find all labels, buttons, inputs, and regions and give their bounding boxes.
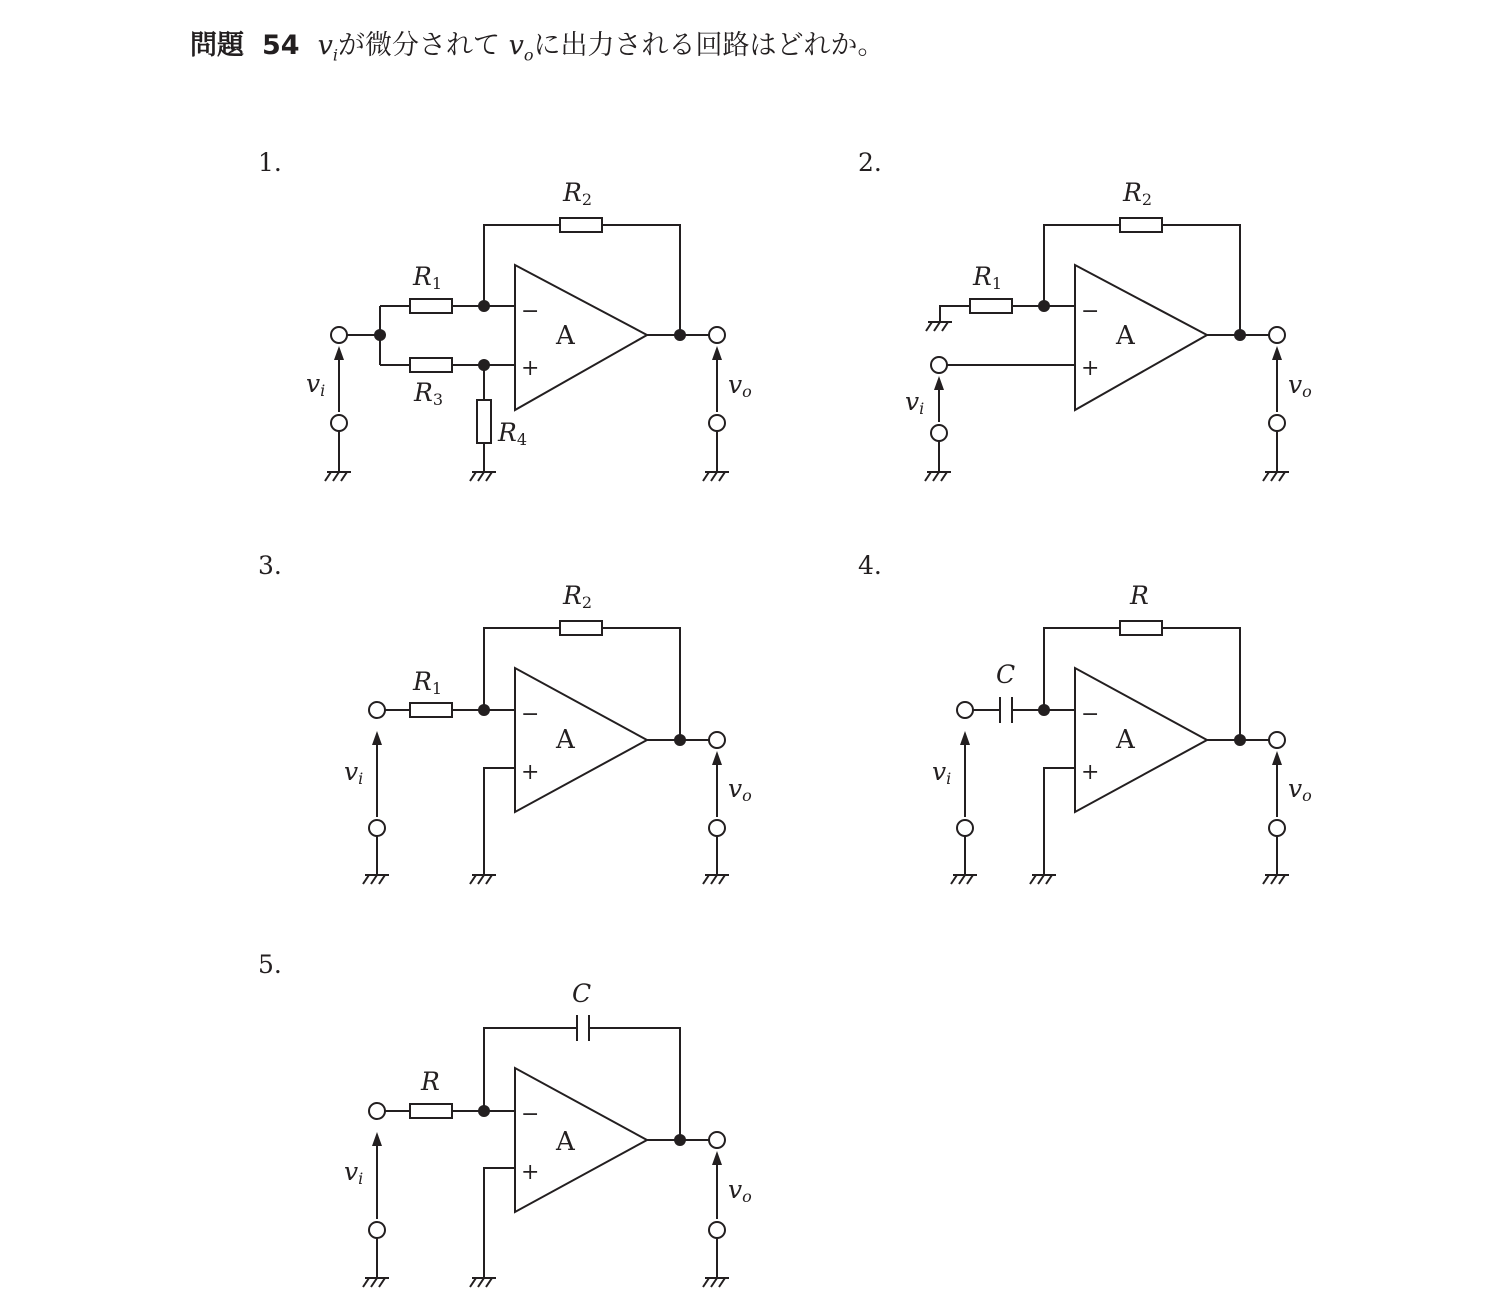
r1-label: R1 bbox=[413, 667, 443, 698]
r-label: R bbox=[1130, 581, 1149, 610]
minus-sign: − bbox=[521, 1102, 540, 1127]
r2-label: R2 bbox=[563, 178, 593, 209]
plus-sign: + bbox=[521, 356, 540, 381]
resistor-r bbox=[1120, 621, 1162, 635]
r3-label: R3 bbox=[414, 378, 444, 409]
capacitor-c bbox=[577, 1015, 589, 1041]
ground-icon bbox=[703, 875, 729, 884]
vi-label: vi bbox=[932, 757, 952, 788]
r1-label: R1 bbox=[973, 262, 1003, 293]
option-1-label: 1. bbox=[258, 148, 282, 177]
input-terminal bbox=[931, 357, 947, 373]
r-label: R bbox=[421, 1067, 440, 1096]
circuit-5 bbox=[344, 979, 752, 1287]
resistor-r1 bbox=[410, 299, 452, 313]
minus-sign: − bbox=[521, 299, 540, 324]
ground-icon bbox=[951, 875, 977, 884]
ground-icon bbox=[703, 1278, 729, 1287]
amp-label: A bbox=[1116, 725, 1135, 755]
c-label: C bbox=[572, 979, 592, 1008]
input-terminal bbox=[957, 702, 973, 718]
resistor-r3 bbox=[410, 358, 452, 372]
plus-sign: + bbox=[521, 1160, 540, 1185]
option-4-label: 4. bbox=[858, 551, 882, 580]
ground-icon bbox=[703, 472, 729, 481]
capacitor-c bbox=[1000, 697, 1012, 723]
ground-icon bbox=[363, 875, 389, 884]
input-terminal bbox=[369, 1103, 385, 1119]
vi-symbol: $v_i$ bbox=[317, 30, 338, 65]
output-terminal bbox=[709, 327, 725, 343]
option-3-label: 3. bbox=[258, 551, 282, 580]
vo-label: vo bbox=[1288, 774, 1312, 805]
circuit-3 bbox=[344, 581, 752, 884]
r4-label: R4 bbox=[498, 418, 528, 449]
ground-icon bbox=[470, 472, 496, 481]
amp-label: A bbox=[556, 725, 575, 755]
minus-sign: − bbox=[1081, 702, 1100, 727]
input-terminal bbox=[369, 702, 385, 718]
ground-icon bbox=[1263, 472, 1289, 481]
circuit-1 bbox=[306, 178, 752, 481]
op-amp bbox=[515, 668, 647, 812]
ground-icon bbox=[325, 472, 351, 481]
plus-sign: + bbox=[1081, 356, 1100, 381]
op-amp bbox=[515, 1068, 647, 1212]
r1-label: R1 bbox=[413, 262, 443, 293]
plus-sign: + bbox=[1081, 760, 1100, 785]
c-label: C bbox=[996, 660, 1016, 689]
option-2-label: 2. bbox=[858, 148, 882, 177]
vi-label: vi bbox=[344, 757, 364, 788]
ground-icon bbox=[1030, 875, 1056, 884]
vo-label: vo bbox=[728, 774, 752, 805]
op-amp bbox=[1075, 668, 1207, 812]
question-label: 問題 bbox=[190, 30, 244, 61]
ground-icon bbox=[925, 472, 951, 481]
ground-icon bbox=[363, 1278, 389, 1287]
minus-sign: − bbox=[1081, 299, 1100, 324]
r2-label: R2 bbox=[563, 581, 593, 612]
amp-label: A bbox=[556, 321, 575, 351]
op-amp bbox=[515, 265, 647, 410]
vo-label: vo bbox=[728, 370, 752, 401]
ground-icon bbox=[926, 322, 952, 331]
resistor-r2 bbox=[1120, 218, 1162, 232]
op-amp bbox=[1075, 265, 1207, 410]
amp-label: A bbox=[556, 1127, 575, 1157]
resistor-r2 bbox=[560, 621, 602, 635]
ground-icon bbox=[1263, 875, 1289, 884]
output-terminal bbox=[1269, 732, 1285, 748]
question-mid: が微分されて bbox=[337, 30, 500, 61]
input-terminal bbox=[331, 327, 347, 343]
vo-label: vo bbox=[728, 1175, 752, 1206]
circuit-2 bbox=[905, 178, 1312, 481]
vo-label: vo bbox=[1288, 370, 1312, 401]
output-terminal bbox=[709, 732, 725, 748]
circuit-4 bbox=[932, 581, 1312, 884]
ground-icon bbox=[470, 1278, 496, 1287]
resistor-r2 bbox=[560, 218, 602, 232]
r2-label: R2 bbox=[1123, 178, 1153, 209]
plus-sign: + bbox=[521, 760, 540, 785]
ground-icon bbox=[470, 875, 496, 884]
resistor-r4 bbox=[477, 400, 491, 443]
vi-label: vi bbox=[905, 387, 925, 418]
output-terminal bbox=[709, 1132, 725, 1148]
vi-label: vi bbox=[344, 1157, 364, 1188]
resistor-r bbox=[410, 1104, 452, 1118]
minus-sign: − bbox=[521, 702, 540, 727]
question-number: 54 bbox=[262, 30, 300, 61]
question-tail: に出力される回路はどれか。 bbox=[533, 30, 885, 61]
resistor-r1 bbox=[970, 299, 1012, 313]
vo-symbol: $v_o$ bbox=[508, 30, 534, 65]
vi-label: vi bbox=[306, 369, 326, 400]
output-terminal bbox=[1269, 327, 1285, 343]
resistor-r1 bbox=[410, 703, 452, 717]
option-5-label: 5. bbox=[258, 950, 282, 979]
amp-label: A bbox=[1116, 321, 1135, 351]
